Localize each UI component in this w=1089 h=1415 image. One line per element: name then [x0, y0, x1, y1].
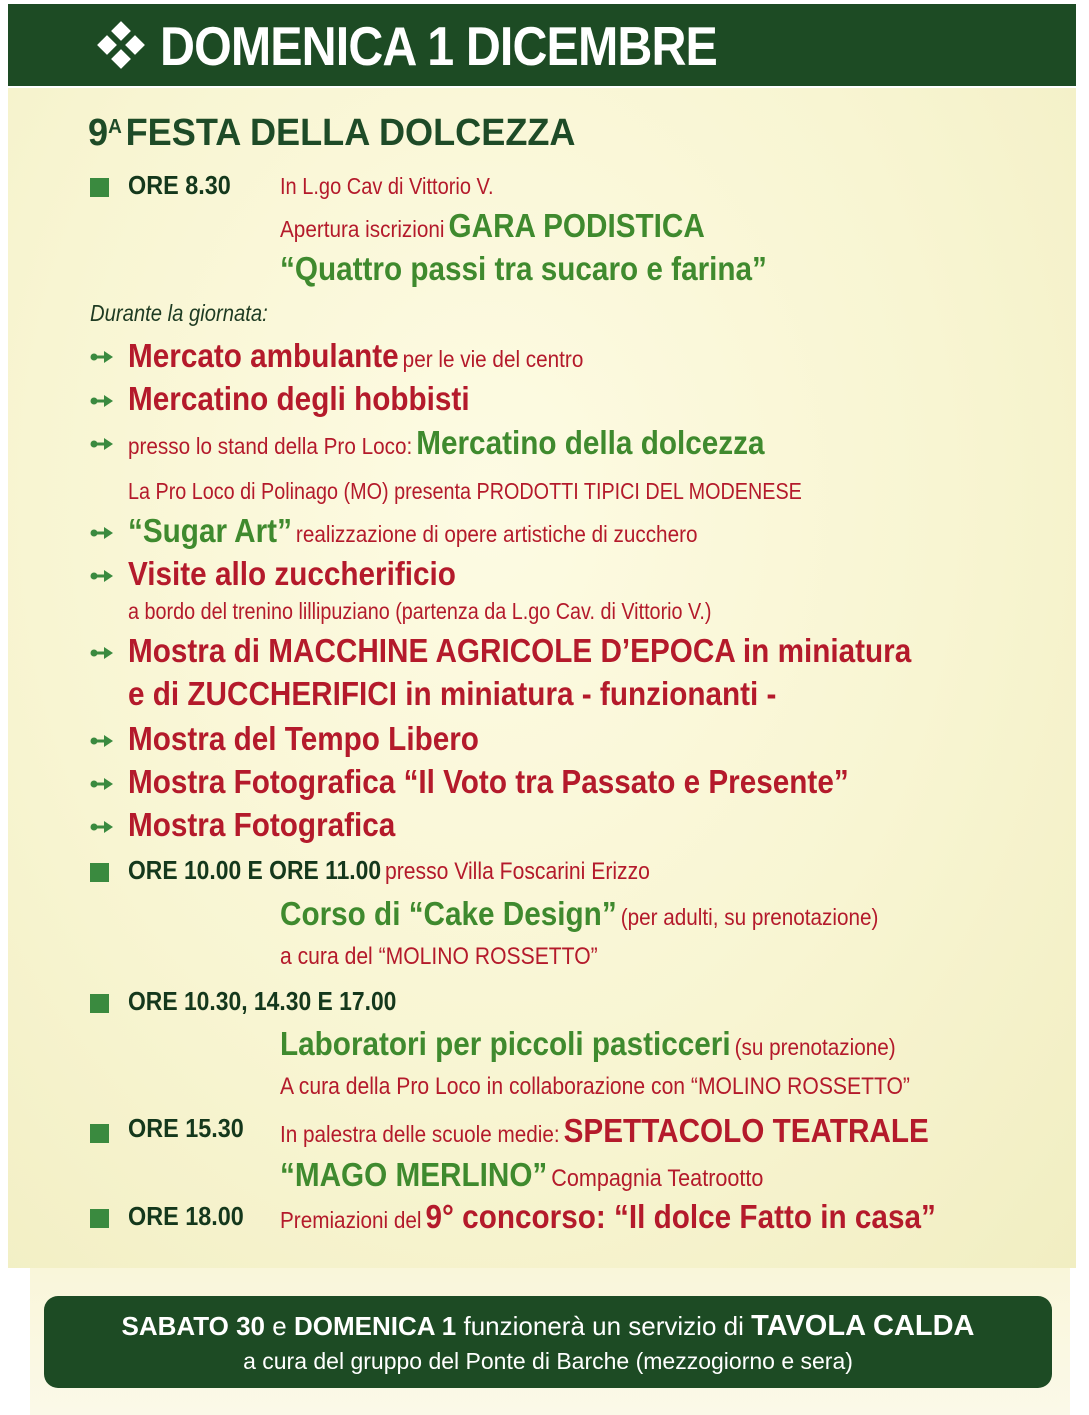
gara-subtitle: “Quattro passi tra sucaro e farina” — [280, 250, 767, 287]
premi-time: ORE 18.00 — [128, 1201, 244, 1231]
double-arrow-bullet-icon — [90, 394, 114, 408]
lab-cura: A cura della Pro Loco in collaborazione con “MOLINO ROSSETTO” — [280, 1073, 910, 1100]
premi-line: Premiazioni del 9° concorso: “Il dolce Fatto in casa” — [280, 1198, 936, 1235]
square-bullet-icon — [90, 994, 109, 1013]
double-arrow-bullet-icon — [90, 526, 114, 540]
double-arrow-bullet-icon — [90, 646, 114, 660]
mostra-macchine-line2: e di ZUCCHERIFICI in miniatura - funzionanti - — [128, 675, 777, 712]
square-bullet-icon — [90, 178, 109, 197]
page-title: DOMENICA 1 DICEMBRE — [160, 15, 717, 77]
four-diamonds-icon — [98, 22, 144, 68]
mostra-fotografica: Mostra Fotografica — [128, 806, 396, 843]
mostra-macchine-line1: Mostra di MACCHINE AGRICOLE D’EPOCA in miniatura — [128, 632, 912, 669]
gara-place: In L.go Cav di Vittorio V. — [280, 173, 494, 199]
double-arrow-bullet-icon — [90, 437, 114, 451]
double-arrow-bullet-icon — [90, 777, 114, 791]
cake-cura: a cura del “MOLINO ROSSETTO” — [280, 943, 598, 970]
festa-title: $9^A$ FESTA DELLA DOLCEZZA — [88, 112, 576, 154]
teatro-line: ORE 15.30 — [128, 1113, 244, 1143]
sugar-item: “Sugar Art” realizzazione di opere artistiche di zucchero — [128, 512, 698, 549]
mercato-item: Mercato ambulante per le vie del centro — [128, 337, 584, 374]
double-arrow-bullet-icon — [90, 734, 114, 748]
tavola-calda-box — [44, 1296, 1052, 1388]
gara-line: Apertura iscrizioni GARA PODISTICA — [280, 207, 705, 244]
double-arrow-bullet-icon — [90, 569, 114, 583]
stand-item: presso lo stand della Pro Loco: Mercatino della dolcezza — [128, 424, 765, 461]
cake-time-line: ORE 10.00 E ORE 11.00 presso Villa Foscarini Erizzo — [128, 855, 650, 885]
square-bullet-icon — [90, 1209, 109, 1228]
cake-title-line: Corso di “Cake Design” (per adulti, su prenotazione) — [280, 895, 879, 932]
footer-line2: a cura del gruppo del Ponte di Barche (mezzogiorno e sera) — [243, 1348, 853, 1374]
mostra-fotografica-voto: Mostra Fotografica “Il Voto tra Passato e Presente” — [128, 763, 849, 800]
square-bullet-icon — [90, 863, 109, 882]
lab-time: ORE 10.30, 14.30 E 17.00 — [128, 986, 397, 1016]
time-label: ORE 8.30 — [128, 170, 231, 200]
double-arrow-bullet-icon — [90, 820, 114, 834]
durante-label: Durante la giornata: — [90, 300, 268, 326]
footer-line1: SABATO 30 e DOMENICA 1 funzionerà un servizio di TAVOLA CALDA — [121, 1310, 975, 1342]
square-bullet-icon — [90, 1124, 109, 1143]
double-arrow-bullet-icon — [90, 350, 114, 364]
visite-sub: a bordo del trenino lillipuziano (partenza da L.go Cav. di Vittorio V.) — [128, 598, 712, 624]
visite-item: Visite allo zuccherificio — [128, 555, 456, 592]
lab-title-line: Laboratori per piccoli pasticceri (su prenotazione) — [280, 1025, 896, 1062]
hobbisti-item: Mercatino degli hobbisti — [128, 380, 470, 417]
teatro-title-line: In palestra delle scuole medie: SPETTACOLO TEATRALE — [280, 1112, 929, 1149]
polinago-line: La Pro Loco di Polinago (MO) presenta PRODOTTI TIPICI DEL MODENESE — [128, 478, 802, 504]
mostra-tempo-libero: Mostra del Tempo Libero — [128, 720, 479, 757]
mago-line: “MAGO MERLINO” Compagnia Teatrootto — [280, 1156, 764, 1193]
header-bar — [8, 4, 1076, 86]
